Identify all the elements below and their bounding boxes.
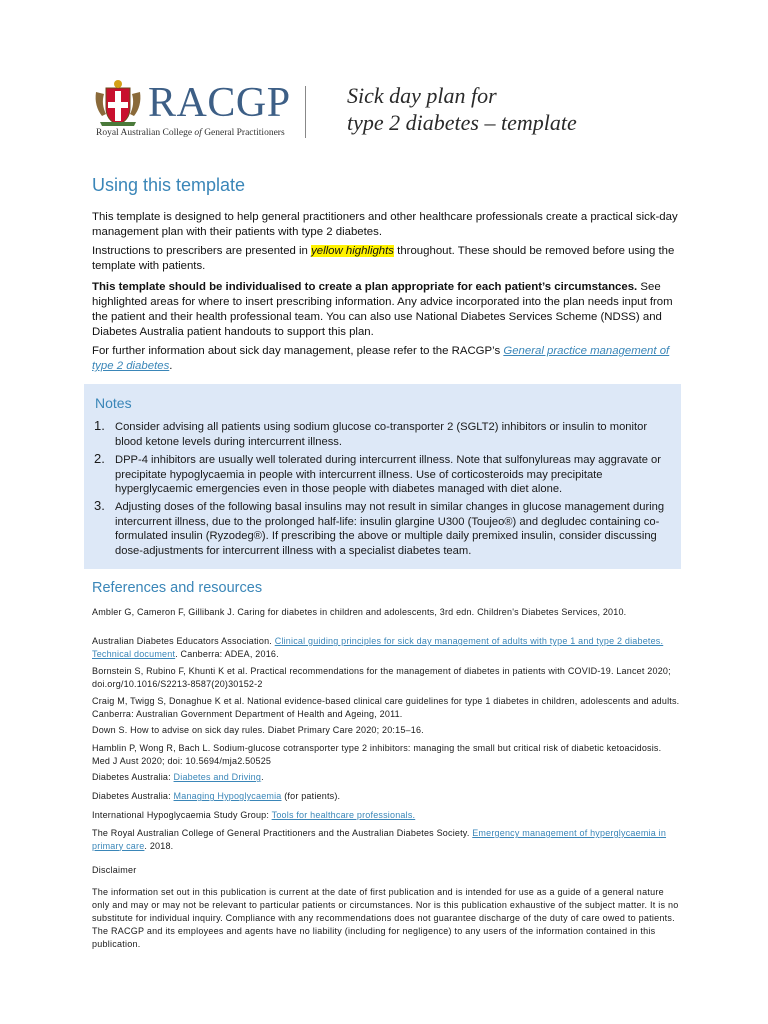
intro-paragraph: This template is designed to help general practitioners and other healthcare professionals create a practical sick-day management plan with their patients with type 2 diabetes.: [92, 211, 678, 238]
racgp-full-name: Royal Australian College of General Practitioners: [96, 128, 285, 138]
notes-heading: Notes: [95, 395, 132, 411]
racgp-wordmark: RACGP: [148, 80, 291, 126]
disclaimer-text: The information set out in this publication is current at the date of first publication and is intended for use as a guide of a general nature only and may or may not be relevant to particular patients or circumstances. Nor is this publication exhaustive of the subject matter. It is no substitute for individual inquiry. Compliance with any recommendations does not guarantee discharge of the duty of care owed to patients. The RACGP and its employees and agents have no liability (including for negligence) to any users of the information contained in this publication.: [92, 887, 679, 949]
page-header: [92, 74, 692, 144]
reference-item: Hamblin P, Wong R, Bach L. Sodium-glucose cotransporter type 2 inhibitors: managing the small but critical risk of diabetic ketoacidosis. Med J Aust 2020; doi: 10.5694/mja2.50525: [92, 743, 662, 766]
notes-box: [84, 384, 681, 569]
further-info-paragraph: For further information about sick day management, please refer to the RACGP’s General practice management of type 2 diabetes.: [92, 345, 670, 372]
managing-hypoglycaemia-link[interactable]: Managing Hypoglycaemia: [173, 791, 282, 801]
header-divider: [305, 86, 306, 138]
reference-item: Bornstein S, Rubino F, Khunti K et al. Practical recommendations for the management of diabetes in patients with COVID-19. Lancet 2020; doi.org/10.1016/S2213-8587(20)30152-2: [92, 666, 671, 689]
note-text: Consider advising all patients using sodium glucose co-transporter 2 (SGLT2) inhibitors or insulin to monitor blood ketone levels during intercurrent illness.: [115, 421, 648, 448]
document-title: Sick day plan for type 2 diabetes – template: [347, 83, 577, 135]
reference-item: The Royal Australian College of General Practitioners and the Australian Diabetes Society. Emergency management of hyperglycaemia in primary care. 2018.: [92, 828, 667, 851]
reference-item: Australian Diabetes Educators Association. Clinical guiding principles for sick day management of adults with type 1 and type 2 diabetes. Technical document. Canberra: ADEA, 2016.: [92, 636, 664, 659]
adea-guidelines-link[interactable]: Clinical guiding principles for sick day management of adults with type 1 and type 2 diabetes. Technical document: [92, 636, 664, 659]
reference-item: International Hypoglycaemia Study Group: Tools for healthcare professionals.: [92, 810, 416, 820]
racgp-crest-logo: [92, 78, 144, 128]
note-number: 1.: [94, 418, 105, 433]
reference-item: Diabetes Australia: Diabetes and Driving.: [92, 772, 264, 782]
references-heading: References and resources: [92, 580, 263, 596]
yellow-highlight-sample: yellow highlights: [311, 245, 395, 257]
note-text: Adjusting doses of the following basal insulins may not result in similar changes in glucose management during intercurrent illness, due to the prolonged half-life: insulin glargine U300 (Toujeo®) and degludec containing co-formulated insulin (Ryzodeg®). If prescribing the above or multiple daily premixed insulin, consider discussing dose-adjustments for intercurrent illness with a specialist diabetes team.: [115, 501, 665, 557]
note-number: 3.: [94, 498, 105, 513]
using-template-heading: Using this template: [92, 175, 246, 195]
hypoglycaemia-tools-link[interactable]: Tools for healthcare professionals.: [271, 810, 416, 820]
instructions-paragraph: Instructions to prescribers are presented in yellow highlights throughout. These should be removed before using the template with patients.: [92, 245, 675, 272]
emergency-hyperglycaemia-link[interactable]: Emergency management of hyperglycaemia in primary care: [92, 828, 667, 851]
reference-item: Diabetes Australia: Managing Hypoglycaemia (for patients).: [92, 791, 341, 801]
reference-item: Down S. How to advise on sick day rules. Diabet Primary Care 2020; 20:15–16.: [92, 725, 424, 735]
gp-management-link[interactable]: General practice management of type 2 diabetes: [92, 345, 670, 372]
diabetes-driving-link[interactable]: Diabetes and Driving: [173, 772, 262, 782]
note-text: DPP-4 inhibitors are usually well tolerated during intercurrent illness. Note that sulfonylureas may aggravate or precipitate hypoglycaemia in people with intercurrent illness. Use of corticosteroids may precipitate hyperglycaemic emergencies even in those people with diabetes managed with diet alone.: [115, 454, 661, 495]
reference-item: Craig M, Twigg S, Donaghue K et al. National evidence-based clinical care guidelines for type 1 diabetes in children, adolescents and adults. Canberra: Australian Government Department of Health and Ageing, 2011.: [92, 696, 680, 719]
individualise-paragraph: This template should be individualised to create a plan appropriate for each patient’s circumstances. See highlighted areas for where to insert prescribing information. Any advice incorporated into the plan needs input from the patient and their health professional team. You can also use National Diabetes Services Scheme (NDSS) and Diabetes Australia patient handouts to support this plan.: [92, 281, 673, 338]
reference-item: Ambler G, Cameron F, Gillibank J. Caring for diabetes in children and adolescents, 3rd edn. Children's Diabetes Services, 2010.: [92, 607, 627, 617]
disclaimer-heading: Disclaimer: [92, 865, 137, 875]
note-number: 2.: [94, 451, 105, 466]
